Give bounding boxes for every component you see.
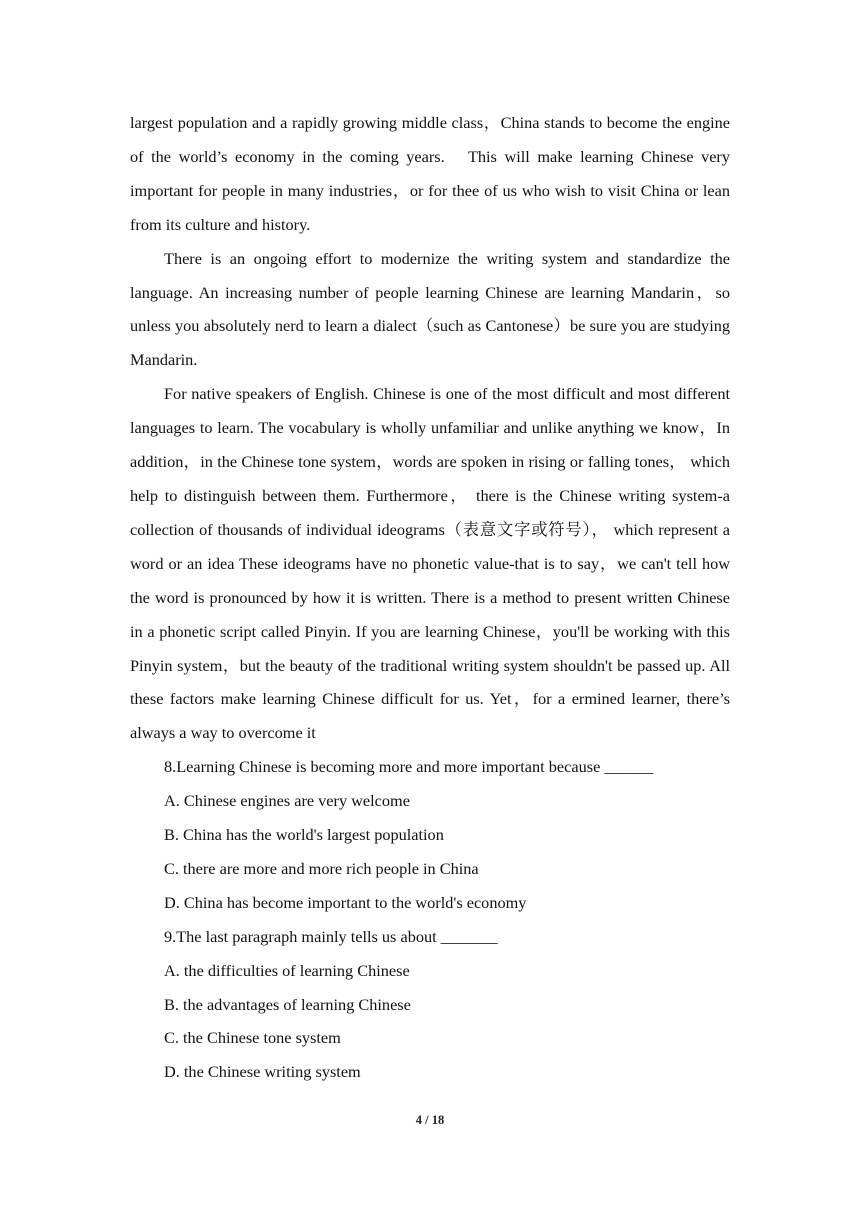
page-number: 4 / 18 — [415, 1113, 445, 1127]
passage-paragraph-2: There is an ongoing effort to modernize the writing system and standardize the language. An increasing number of people learning Chinese are learning Mandarin，so unless you absolutely nerd to learn a dialect（such as Cantonese）be sure you are studying Mandarin. — [130, 248, 730, 370]
answer-option-d: D. the Chinese writing system — [164, 1062, 361, 1082]
answer-option-d: D. China has become important to the world's economy — [164, 892, 527, 912]
question-stem: 8.Learning Chinese is becoming more and more important because ______ — [164, 757, 654, 777]
answer-option-c: C. there are more and more rich people in China — [164, 858, 479, 878]
question-9 — [130, 920, 730, 1090]
document-page — [130, 106, 730, 1089]
answer-option-b: B. the advantages of learning Chinese — [164, 994, 411, 1014]
answer-option-b: B. China has the world's largest population — [164, 825, 444, 845]
passage-paragraph-3: For native speakers of English. Chinese is one of the most difficult and most different languages to learn. The vocabulary is wholly unfamiliar and unlike anything we know，In addition，in the Chinese tone system，words are spoken in rising or falling tones， which help to distinguish between them. Furthermore， there is the Chinese writing system-a collection of thousands of individual ideograms（表意文字或符号）， which represent a word or an idea These ideograms have no phonetic value-that is to say，we can't tell how the word is pronounced by how it is written. There is a method to present written Chinese in a phonetic script called Pinyin. If you are learning Chinese，you'll be working with this Pinyin system，but the beauty of the traditional writing system shouldn't be passed up. All these factors make learning Chinese difficult for us. Yet，for a ermined learner, there’s always a way to overcome it — [130, 384, 730, 743]
answer-option-c: C. the Chinese tone system — [164, 1028, 341, 1048]
answer-option-a: A. Chinese engines are very welcome — [164, 791, 410, 811]
question-8 — [130, 750, 730, 920]
question-stem: 9.The last paragraph mainly tells us about _______ — [164, 926, 498, 946]
passage-paragraph-1: largest population and a rapidly growing middle class，China stands to become the engine of the world’s economy in the coming years. This will make learning Chinese very important for people in many industries，or for thee of us who wish to visit China or lean from its culture and history. — [130, 113, 730, 234]
answer-option-a: A. the difficulties of learning Chinese — [164, 960, 410, 980]
